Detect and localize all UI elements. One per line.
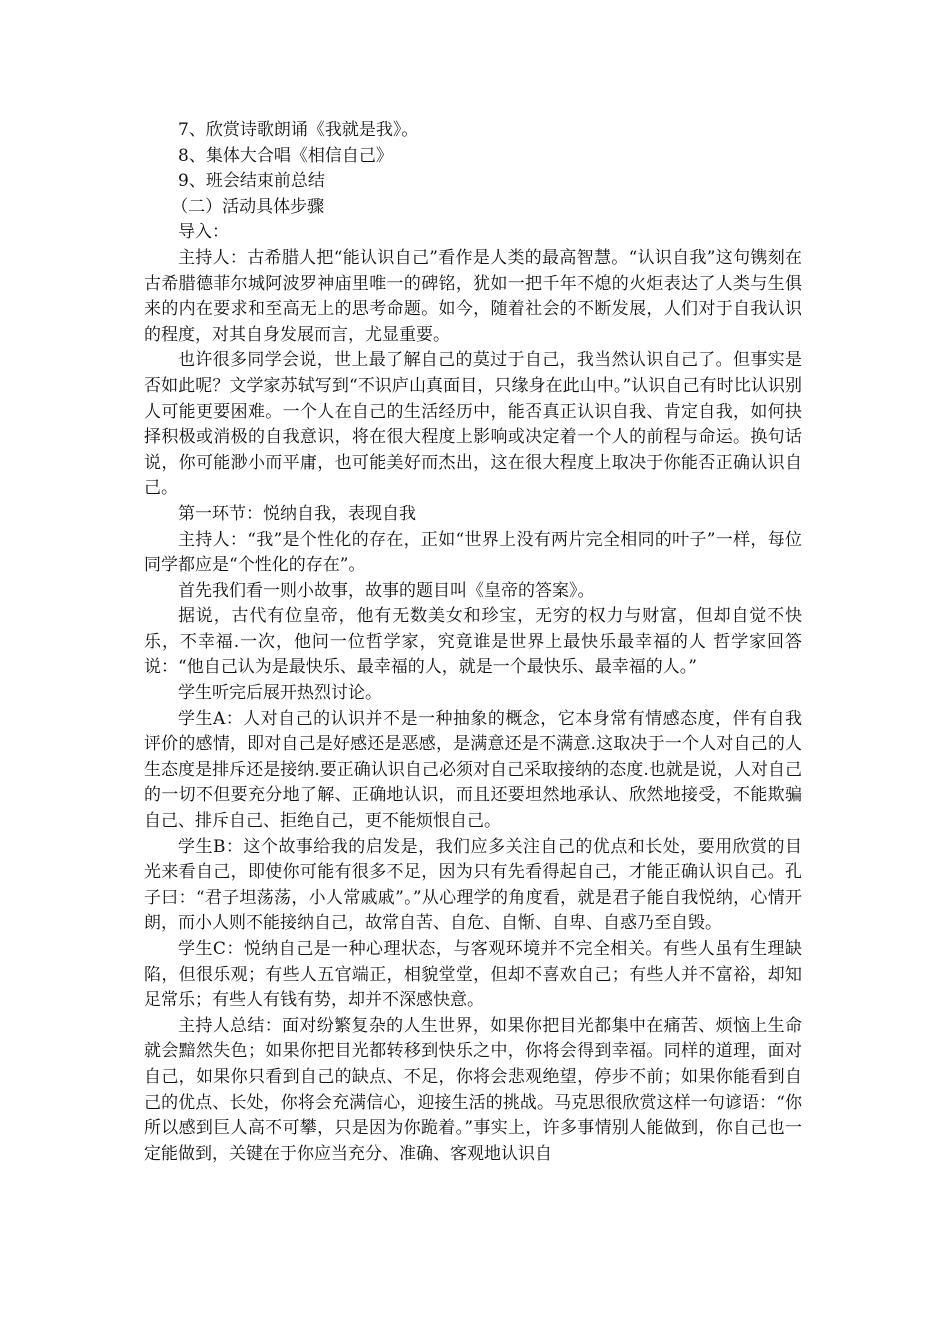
paragraph: 主持人：“我”是个性化的存在，正如“世界上没有两片完全相同的叶子”一样，每位同学都应是“个性化的存在”。	[144, 529, 802, 576]
document-page	[144, 118, 802, 1167]
paragraph: 首先我们看一则小故事，故事的题目叫《皇帝的答案》。	[178, 580, 595, 601]
paragraph: 学生A：人对自己的认识并不是一种抽象的概念，它本身常有情感态度，伴有自我评价的感情，即对自己是好感还是恶感，是满意还是不满意.这取决于一个人对自己的人生态度是排斥还是接纳.要正确认识自己必须对自己采取接纳的态度.也就是说，人对自己的一切不但要充分地了解、正确地认识，而且还要坦然地承认、欣然地接受，不能欺骗自己、排斥自己、拒绝自己，更不能烦恨自己。	[144, 708, 802, 832]
section-heading: （二）活动具体步骤	[171, 196, 325, 217]
paragraph: 也许很多同学会说，世上最了解自己的莫过于自己，我当然认识自己了。但事实是否如此呢？文学家苏轼写到“不识庐山真面目，只缘身在此山中。”认识自己有时比认识别人可能更要困难。一个人在自己的生活经历中，能否真正认识自我、肯定自我，如何抉择积极或消极的自我意识，将在很大程度上影响或决定着一个人的前程与命运。换句话说，你可能渺小而平庸，也可能美好而杰出，这在很大程度上取决于你能否正确认识自己。	[144, 350, 802, 499]
section-heading: 第一环节：悦纳自我，表现自我	[178, 503, 416, 524]
paragraph: 学生B：这个故事给我的启发是，我们应多关注自己的优点和长处，要用欣赏的目光来看自己，即使你可能有很多不足，因为只有先看得起自己，才能正确认识自己。孔子曰：“君子坦荡荡，小人常戚戚”。”从心理学的角度看，就是君子能自我悦纳，心情开朗，而小人则不能接纳自己，故常自苦、自危、自惭、自卑、自惑乃至自毁。	[144, 836, 802, 934]
list-item-9: 9、班会结束前总结	[178, 171, 325, 192]
list-item-8: 8、集体大合唱《相信自己》	[178, 145, 393, 166]
list-item-7: 7、欣赏诗歌朗诵《我就是我》。	[178, 120, 419, 140]
paragraph: 主持人：古希腊人把“能认识自己”看作是人类的最高智慧。“认识自我”这句镌刻在古希腊德菲尔城阿波罗神庙里唯一的碑铭，犹如一把千年不熄的火炬表达了人类与生俱来的内在要求和至高无上的思考命题。如今，随着社会的不断发展，人们对于自我认识的程度，对其自身发展而言，尤显重要。	[144, 247, 802, 345]
intro-label: 导入：	[178, 222, 229, 243]
paragraph: 学生C：悦纳自己是一种心理状态，与客观环境并不完全相关。有些人虽有生理缺陷，但很乐观；有些人五官端正，相貌堂堂，但却不喜欢自己；有些人并不富裕，却知足常乐；有些人有钱有势，却并不深感快意。	[144, 939, 802, 1011]
paragraph: 主持人总结：面对纷繁复杂的人生世界，如果你把目光都集中在痛苦、烦恼上生命就会黯然失色；如果你把目光都转移到快乐之中，你将会得到幸福。同样的道理，面对自己，如果你只看到自己的缺点、不足，你将会悲观绝望，停步不前；如果你能看到自己的优点、长处，你将会充满信心，迎接生活的挑战。马克思很欣赏这样一句谚语：“你所以感到巨人高不可攀，只是因为你跪着。”事实上，许多事情别人能做到，你自己也一定能做到，关键在于你应当充分、准确、客观地认识自	[144, 1015, 802, 1164]
paragraph: 据说，古代有位皇帝，他有无数美女和珍宝，无穷的权力与财富，但却自觉不快乐，不幸福.一次，他问一位哲学家，究竟谁是世界上最快乐最幸福的人 哲学家回答说：“他自己认为是最快乐、最幸福的人，就是一个最快乐、最幸福的人。”	[144, 606, 802, 678]
paragraph: 学生听完后展开热烈讨论。	[178, 683, 382, 704]
